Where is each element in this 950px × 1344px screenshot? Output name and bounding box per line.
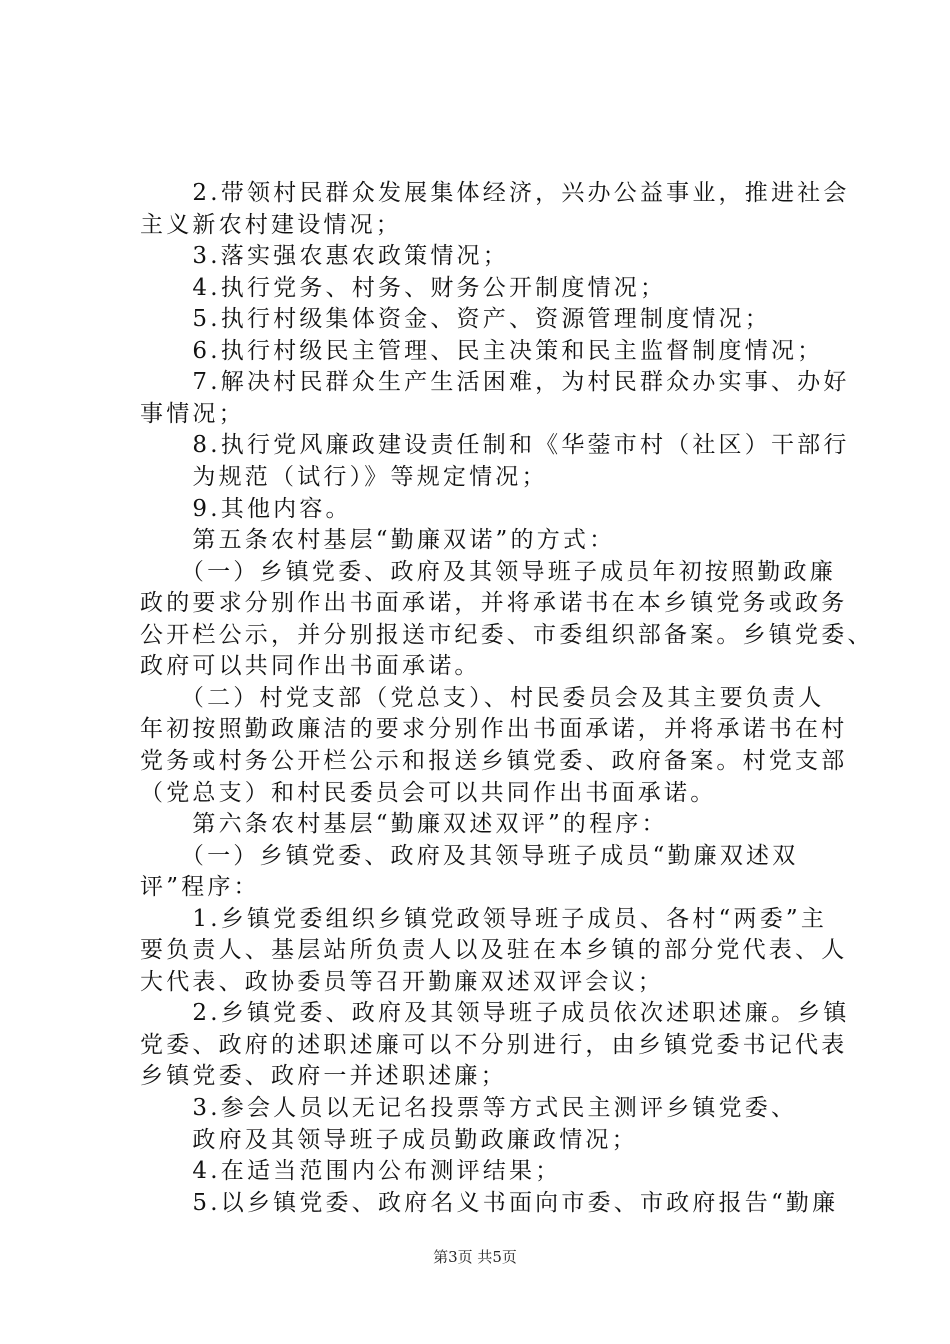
text-line: 大代表、政协委员等召开勤廉双述双评会议； bbox=[140, 968, 664, 995]
text-line: 8.执行党风廉政建设责任制和《华蓥市村（社区）干部行 bbox=[140, 432, 850, 459]
text-line: 第六条农村基层“勤廉双述双评”的程序： bbox=[140, 811, 668, 837]
text-line: 6.执行村级民主管理、民主决策和民主监督制度情况； bbox=[140, 337, 824, 364]
text-line: 为规范（试行）》等规定情况； bbox=[140, 463, 548, 490]
text-line: 年初按照勤政廉洁的要求分别作出书面承诺，并将承诺书在村 bbox=[140, 716, 848, 743]
text-line: 3.落实强农惠农政策情况； bbox=[140, 243, 509, 270]
text-line: 党务或村务公开栏公示和报送乡镇党委、政府备案。村党支部 bbox=[140, 747, 848, 774]
text-line: 评”程序： bbox=[140, 874, 260, 901]
text-line: （一）乡镇党委、政府及其领导班子成员“勤廉双述双 bbox=[140, 842, 799, 869]
text-line: 4.执行党务、村务、财务公开制度情况； bbox=[140, 274, 667, 301]
text-line: 乡镇党委、政府一并述职述廉； bbox=[140, 1063, 507, 1090]
text-line: 要负责人、基层站所负责人以及驻在本乡镇的部分党代表、人 bbox=[140, 937, 848, 964]
text-line: （一）乡镇党委、政府及其领导班子成员年初按照勤政廉 bbox=[140, 558, 836, 585]
text-line: 4.在适当范围内公布测评结果； bbox=[140, 1158, 562, 1185]
text-line: 事情况； bbox=[140, 400, 245, 427]
text-line: 政府可以共同作出书面承诺。 bbox=[140, 653, 481, 680]
text-line: 7.解决村民群众生产生活困难，为村民群众办实事、办好 bbox=[140, 369, 850, 396]
text-line: （二）村党支部（党总支）、村民委员会及其主要负责人 bbox=[140, 684, 825, 711]
page-footer: 第3页 共5页 bbox=[433, 1248, 517, 1266]
text-line: 3.参会人员以无记名投票等方式民主测评乡镇党委、 bbox=[140, 1095, 798, 1121]
text-line: 党委、政府的述职述廉可以不分别进行，由乡镇党委书记代表 bbox=[140, 1031, 848, 1058]
text-line: 1.乡镇党委组织乡镇党政领导班子成员、各村“两委”主 bbox=[140, 905, 828, 932]
text-line: 政的要求分别作出书面承诺，并将承诺书在本乡镇党务或政务 bbox=[140, 590, 848, 617]
text-line: （党总支）和村民委员会可以共同作出书面承诺。 bbox=[140, 779, 717, 806]
text-line: 5.以乡镇党委、政府名义书面向市委、市政府报告“勤廉 bbox=[140, 1189, 839, 1216]
text-line: 2.乡镇党委、政府及其领导班子成员依次述职述廉。乡镇 bbox=[140, 1000, 850, 1027]
text-line: 2.带领村民群众发展集体经济，兴办公益事业，推进社会 bbox=[140, 180, 850, 206]
text-line: 政府及其领导班子成员勤政廉政情况； bbox=[140, 1126, 638, 1153]
text-line: 5.执行村级集体资金、资产、资源管理制度情况； bbox=[140, 306, 771, 333]
text-line: 第五条农村基层“勤廉双诺”的方式： bbox=[140, 527, 616, 553]
text-line: 主义新农村建设情况； bbox=[140, 211, 402, 238]
text-line: 公开栏公示，并分别报送市纪委、市委组织部备案。乡镇党委、 bbox=[140, 621, 874, 648]
text-line: 9.其他内容。 bbox=[140, 495, 352, 522]
